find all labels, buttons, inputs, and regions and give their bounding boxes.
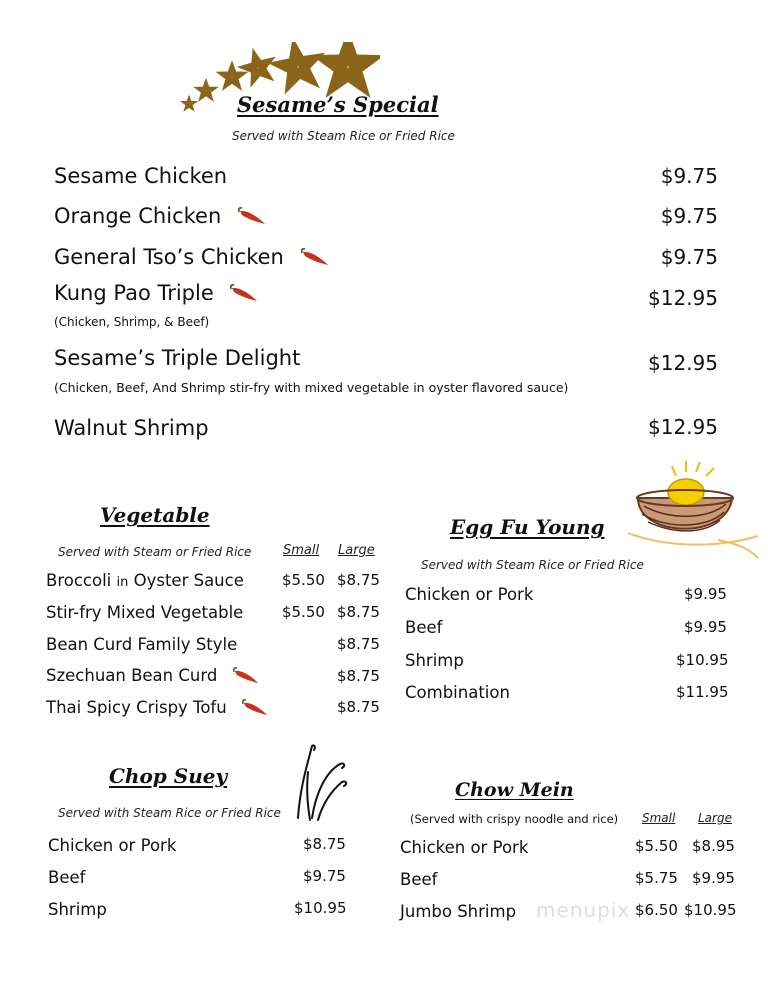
egg-fu-young-title: Egg Fu Young: [450, 515, 605, 539]
menu-item-triple-delight: [54, 346, 300, 370]
menu-item-sesame-chicken: [54, 164, 227, 188]
item-name: Kung Pao Triple: [54, 281, 214, 305]
item-name: General Tso’s Chicken: [54, 245, 284, 269]
price-large: $8.95: [692, 837, 735, 855]
item-name: Sesame Chicken: [54, 164, 228, 188]
item-price: $8.75: [303, 835, 346, 853]
star-icon: [199, 84, 212, 97]
special-title: Sesame’s Special: [237, 92, 439, 117]
menu-item-cm-chicken-pork: Chicken or Pork: [400, 838, 529, 857]
price-small: $5.50: [282, 571, 325, 589]
item-name: Orange Chicken: [54, 204, 222, 228]
vegetable-subtitle: Served with Steam or Fried Rice: [58, 545, 252, 559]
col-header-small: Small: [283, 543, 320, 558]
star-icon: [245, 55, 270, 80]
item-price: $9.75: [303, 867, 346, 885]
menu-item-stir-fry-mixed: [46, 603, 243, 622]
price-small: $5.50: [635, 837, 678, 855]
menu-item-efy-chicken-pork: Chicken or Pork: [405, 585, 534, 604]
item-price: $10.95: [294, 899, 347, 917]
item-note: (Chicken, Shrimp, & Beef): [54, 315, 210, 329]
chop-suey-title: Chop Suey: [109, 764, 228, 788]
chopsticks-plant-icon: [290, 742, 352, 822]
menu-item-cs-shrimp: Shrimp: [48, 900, 107, 919]
col-header-small: Small: [642, 811, 676, 825]
price-large: $10.95: [684, 901, 737, 919]
vegetable-title: Vegetable: [100, 503, 210, 527]
menu-item-efy-beef: Beef: [405, 618, 443, 637]
price-small: $6.50: [635, 901, 678, 919]
item-name: Stir-fry Mixed Vegetable: [46, 603, 244, 622]
menu-item-efy-combination: Combination: [405, 683, 510, 702]
menu-item-cm-beef: Beef: [400, 870, 438, 889]
item-price: $12.95: [648, 351, 718, 375]
menu-item-kung-pao-triple: [54, 281, 260, 305]
menu-item-cs-chicken-pork: Chicken or Pork: [48, 836, 177, 855]
price-large: $9.95: [692, 869, 735, 887]
item-price: $10.95: [676, 651, 729, 669]
menu-item-cs-beef: Beef: [48, 868, 86, 887]
menu-item-bean-curd-family: [46, 635, 237, 654]
item-price: $9.75: [660, 164, 718, 188]
item-note: (Chicken, Beef, And Shrimp stir-fry with mixed vegetable in oyster flavored sauce): [54, 380, 569, 395]
item-price: $9.95: [684, 585, 727, 603]
item-name: Thai Spicy Crispy Tofu: [46, 698, 227, 717]
star-icon: [223, 68, 240, 84]
item-name: Bean Curd Family Style: [46, 635, 238, 654]
menu-item-szechuan-bean-curd: [46, 666, 261, 686]
price-large: $8.75: [337, 571, 380, 589]
item-name: in: [116, 575, 129, 590]
item-price: $9.75: [660, 245, 718, 269]
menu-item-orange-chicken: [54, 204, 268, 228]
item-name: Sesame’s Triple Delight: [54, 346, 301, 370]
price-small: $5.75: [635, 869, 678, 887]
watermark: menupix: [536, 898, 631, 922]
chop-suey-subtitle: Served with Steam Rice or Fried Rice: [58, 806, 281, 820]
menu-item-cm-jumbo-shrimp: Jumbo Shrimp: [400, 902, 517, 921]
col-header-large: Large: [698, 811, 732, 825]
menu-item-broccoli: [46, 571, 244, 590]
chili-pepper-icon: [301, 248, 331, 268]
menu-item-general-tso: [54, 245, 331, 269]
special-subtitle: Served with Steam Rice or Fried Rice: [232, 129, 455, 143]
col-header-large: Large: [338, 543, 375, 558]
item-price: $12.95: [648, 286, 718, 310]
item-price: $11.95: [676, 683, 729, 701]
chili-pepper-icon: [230, 284, 260, 304]
egg-fu-young-subtitle: Served with Steam Rice or Fried Rice: [421, 558, 644, 572]
price-small: $5.50: [282, 603, 325, 621]
item-name: Walnut Shrimp: [54, 416, 209, 440]
egg-nest-icon: [628, 458, 763, 568]
price-large: $8.75: [337, 667, 380, 685]
star-icon: [329, 47, 367, 83]
price-large: $8.75: [337, 635, 380, 653]
chow-mein-title: Chow Mein: [455, 779, 574, 801]
price-large: $8.75: [337, 698, 380, 716]
chow-mein-subtitle: (Served with crispy noodle and rice): [410, 812, 619, 826]
item-name: Szechuan Bean Curd: [46, 666, 218, 685]
menu-item-efy-shrimp: Shrimp: [405, 651, 464, 670]
item-name: Broccoli: [46, 571, 117, 590]
star-icon: [184, 99, 194, 108]
chili-pepper-icon: [233, 667, 261, 686]
chili-pepper-icon: [238, 207, 268, 227]
star-icon: [280, 49, 315, 83]
item-price: $9.95: [684, 618, 727, 636]
chili-pepper-icon: [242, 699, 270, 718]
item-name: Oyster Sauce: [128, 571, 244, 590]
menu-item-thai-spicy-tofu: [46, 698, 270, 718]
item-price: $9.75: [660, 204, 718, 228]
menu-item-walnut-shrimp: [54, 416, 209, 440]
price-large: $8.75: [337, 603, 380, 621]
item-price: $12.95: [648, 415, 718, 439]
